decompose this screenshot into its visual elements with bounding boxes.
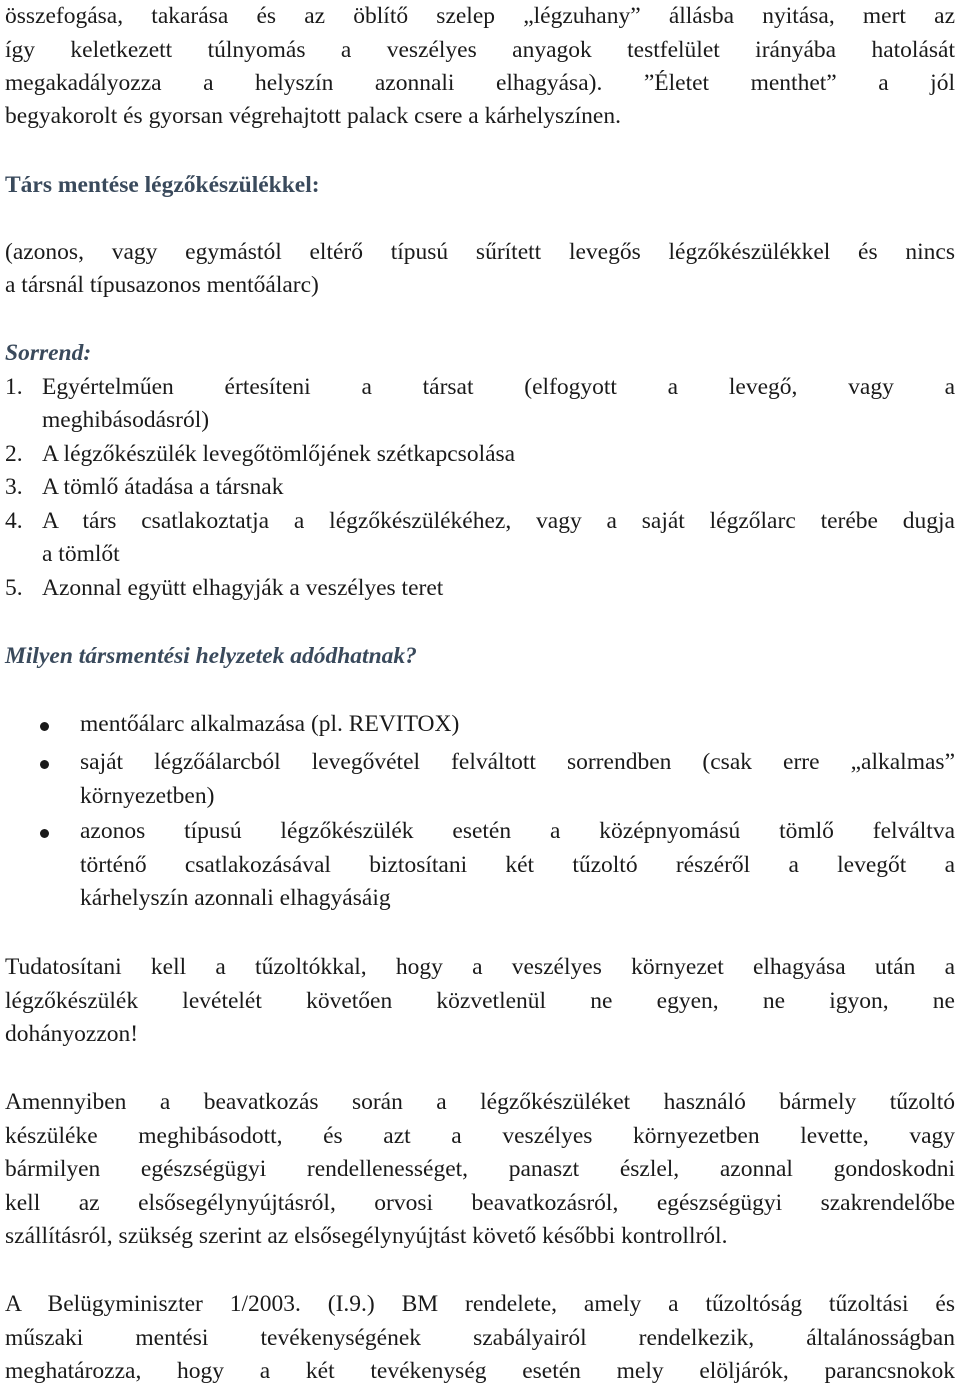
step-text-line-1: A légzőkészülék levegőtömlőjének szétkapcsolása: [42, 441, 516, 467]
step-number: 5.: [5, 575, 23, 601]
step-text-line-2: meghibásodásról): [42, 407, 210, 433]
section-title: Társ mentése légzőkészülékkel:: [5, 172, 320, 198]
step-number: 1.: [5, 374, 23, 400]
bullet-dot-icon: [40, 829, 49, 838]
note-line-1: (azonos, vagy egymástól eltérő típusú sűrített levegős légzőkészülékkel és nincs: [5, 239, 955, 265]
paragraph-3-line-4: kell az elsősegélynyújtásról, orvosi beavatkozásról, egészségügyi szakrendelőbe: [5, 1190, 955, 1216]
bullet-text-line-3: kárhelyszín azonnali elhagyásáig: [80, 885, 391, 911]
paragraph-4-line-1: A Belügyminiszter 1/2003. (I.9.) BM rendelete, amely a tűzoltóság tűzoltási és: [5, 1291, 955, 1317]
paragraph-3-line-2: készüléke meghibásodott, és azt a veszélyes környezetben levette, vagy: [5, 1123, 955, 1149]
bullet-text-line-1: azonos típusú légzőkészülék esetén a középnyomású tömlő felváltva: [80, 818, 955, 844]
bullet-dot-icon: [40, 722, 49, 731]
step-text-line-2: a tömlőt: [42, 541, 120, 567]
step-text-line-1: Azonnal együtt elhagyják a veszélyes teret: [42, 575, 444, 601]
bullet-text-line-1: saját légzőálarcból levegővétel felváltott sorrendben (csak erre „alkalmas”: [80, 749, 955, 775]
paragraph-1-line-1: összefogása, takarása és az öblítő szelep „légzuhany” állásba nyitása, mert az: [5, 3, 955, 29]
paragraph-3-line-1: Amennyiben a beavatkozás során a légzőkészüléket használó bármely tűzoltó: [5, 1089, 955, 1115]
paragraph-2-line-3: dohányozzon!: [5, 1021, 139, 1047]
step-number: 3.: [5, 474, 23, 500]
step-text-line-1: A tömlő átadása a társnak: [42, 474, 284, 500]
order-heading: Sorrend:: [5, 340, 92, 366]
step-number: 4.: [5, 508, 23, 534]
step-text-line-1: Egyértelműen értesíteni a társat (elfogyott a levegő, vagy a: [42, 374, 955, 400]
paragraph-4-line-2: műszaki mentési tevékenységének szabályairól rendelkezik, általánosságban: [5, 1325, 955, 1351]
bullet-text-line-2: történő csatlakozásával biztosítani két tűzoltó részéről a levegőt a: [80, 852, 955, 878]
bullet-dot-icon: [40, 760, 49, 769]
step-text-line-1: A társ csatlakoztatja a légzőkészülékéhez, vagy a saját légzőlarc terébe dugja: [42, 508, 955, 534]
note-line-2: a társnál típusazonos mentőálarc): [5, 272, 319, 298]
paragraph-1-line-3: megakadályozza a helyszín azonnali elhagyása). ”Életet menthet” a jól: [5, 70, 955, 96]
paragraph-2-line-2: légzőkészülék levételét követően közvetlenül ne egyen, ne igyon, ne: [5, 988, 955, 1014]
bullet-text-line-2: környezetben): [80, 783, 215, 809]
paragraph-2-line-1: Tudatosítani kell a tűzoltókkal, hogy a veszélyes környezet elhagyása után a: [5, 954, 955, 980]
paragraph-3-line-5: szállításról, szükség szerint az elsősegélynyújtást követő későbbi kontrollról.: [5, 1223, 728, 1249]
paragraph-1-line-4: begyakorolt és gyorsan végrehajtott palack csere a kárhelyszínen.: [5, 103, 621, 129]
bullet-text-line-1: mentőálarc alkalmazása (pl. REVITOX): [80, 711, 460, 737]
paragraph-4-line-3: meghatározza, hogy a két tevékenység esetén mely elöljárók, parancsnokok: [5, 1358, 955, 1384]
step-number: 2.: [5, 441, 23, 467]
question-heading: Milyen társmentési helyzetek adódhatnak?: [5, 643, 417, 669]
paragraph-1-line-2: így keletkezett túlnyomás a veszélyes anyagok testfelület irányába hatolását: [5, 37, 955, 63]
paragraph-3-line-3: bármilyen egészségügyi rendellenességet, panaszt észlel, azonnal gondoskodni: [5, 1156, 955, 1182]
